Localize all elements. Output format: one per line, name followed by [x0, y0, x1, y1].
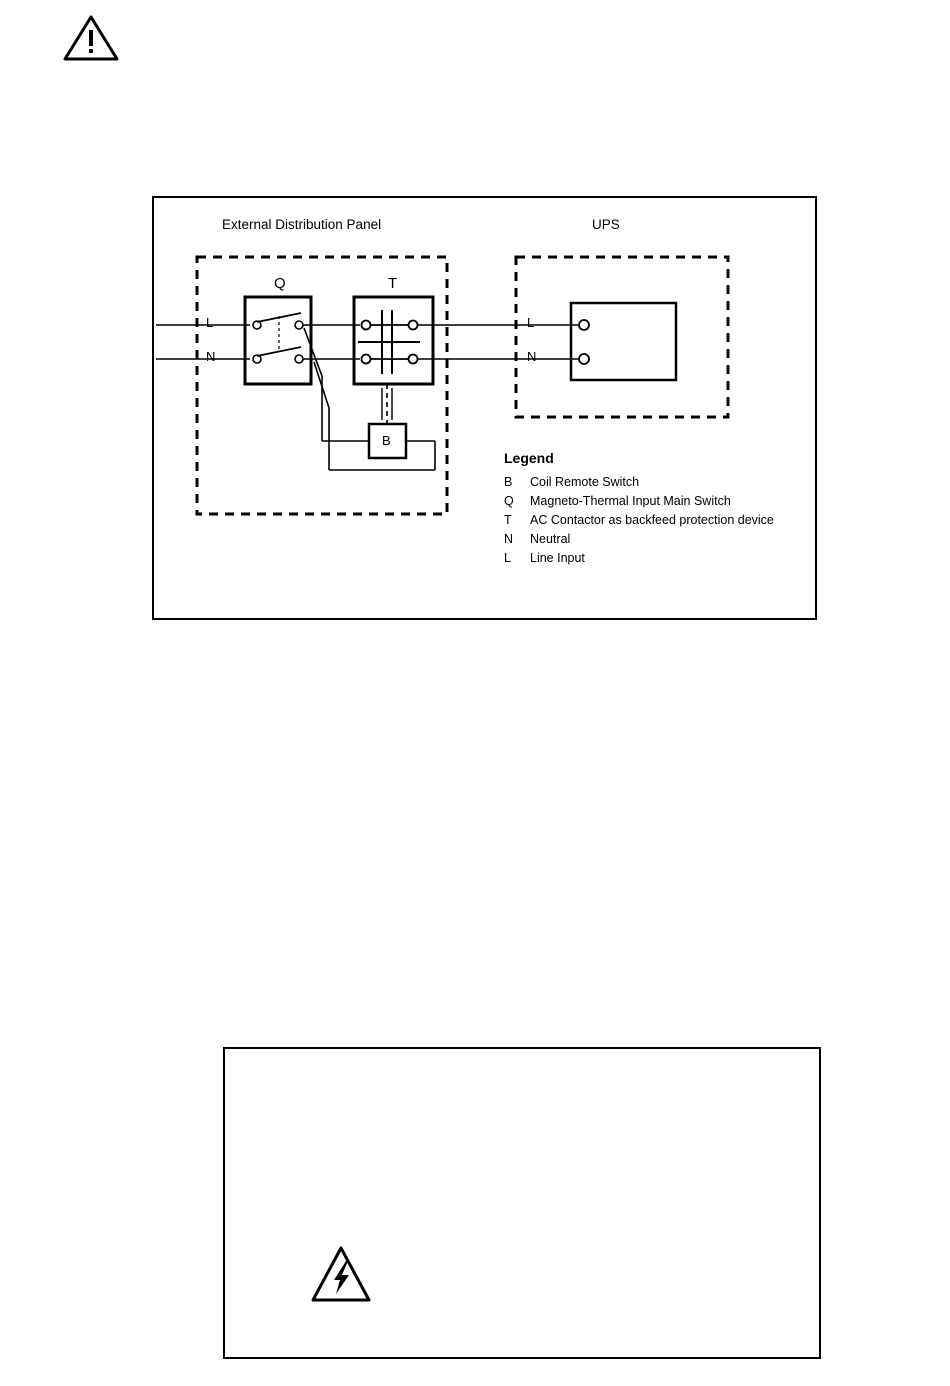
external-distribution-panel-title: External Distribution Panel — [222, 217, 382, 232]
device-label-b: B — [382, 433, 391, 448]
legend-text-b: Coil Remote Switch — [530, 475, 640, 489]
legend-key-t: T — [504, 513, 512, 527]
legend-text-n: Neutral — [530, 532, 571, 546]
device-label-q: Q — [274, 275, 286, 292]
warning-triangle-icon — [62, 14, 120, 62]
wiring-diagram — [152, 196, 817, 620]
terminal-label-panel-neutral: N — [206, 349, 216, 364]
legend-text-t: AC Contactor as backfeed protection device — [530, 513, 774, 527]
legend-key-q: Q — [504, 494, 514, 508]
legend-key-n: N — [504, 532, 514, 546]
terminal-label-ups-neutral: N — [527, 349, 537, 364]
electrical-hazard-bolt-icon — [310, 1244, 372, 1306]
wiring-diagram-graphics — [154, 198, 815, 618]
legend-text-l: Line Input — [530, 551, 585, 565]
ups-title: UPS — [592, 217, 620, 232]
electrical-hazard-note-box — [223, 1047, 821, 1359]
legend-title: Legend — [504, 450, 554, 466]
legend-key-l: L — [504, 551, 511, 565]
terminal-label-panel-line: L — [206, 315, 214, 330]
terminal-label-ups-line: L — [527, 315, 535, 330]
legend-text-q: Magneto-Thermal Input Main Switch — [530, 494, 731, 508]
legend-key-b: B — [504, 475, 513, 489]
device-label-t: T — [388, 275, 398, 292]
